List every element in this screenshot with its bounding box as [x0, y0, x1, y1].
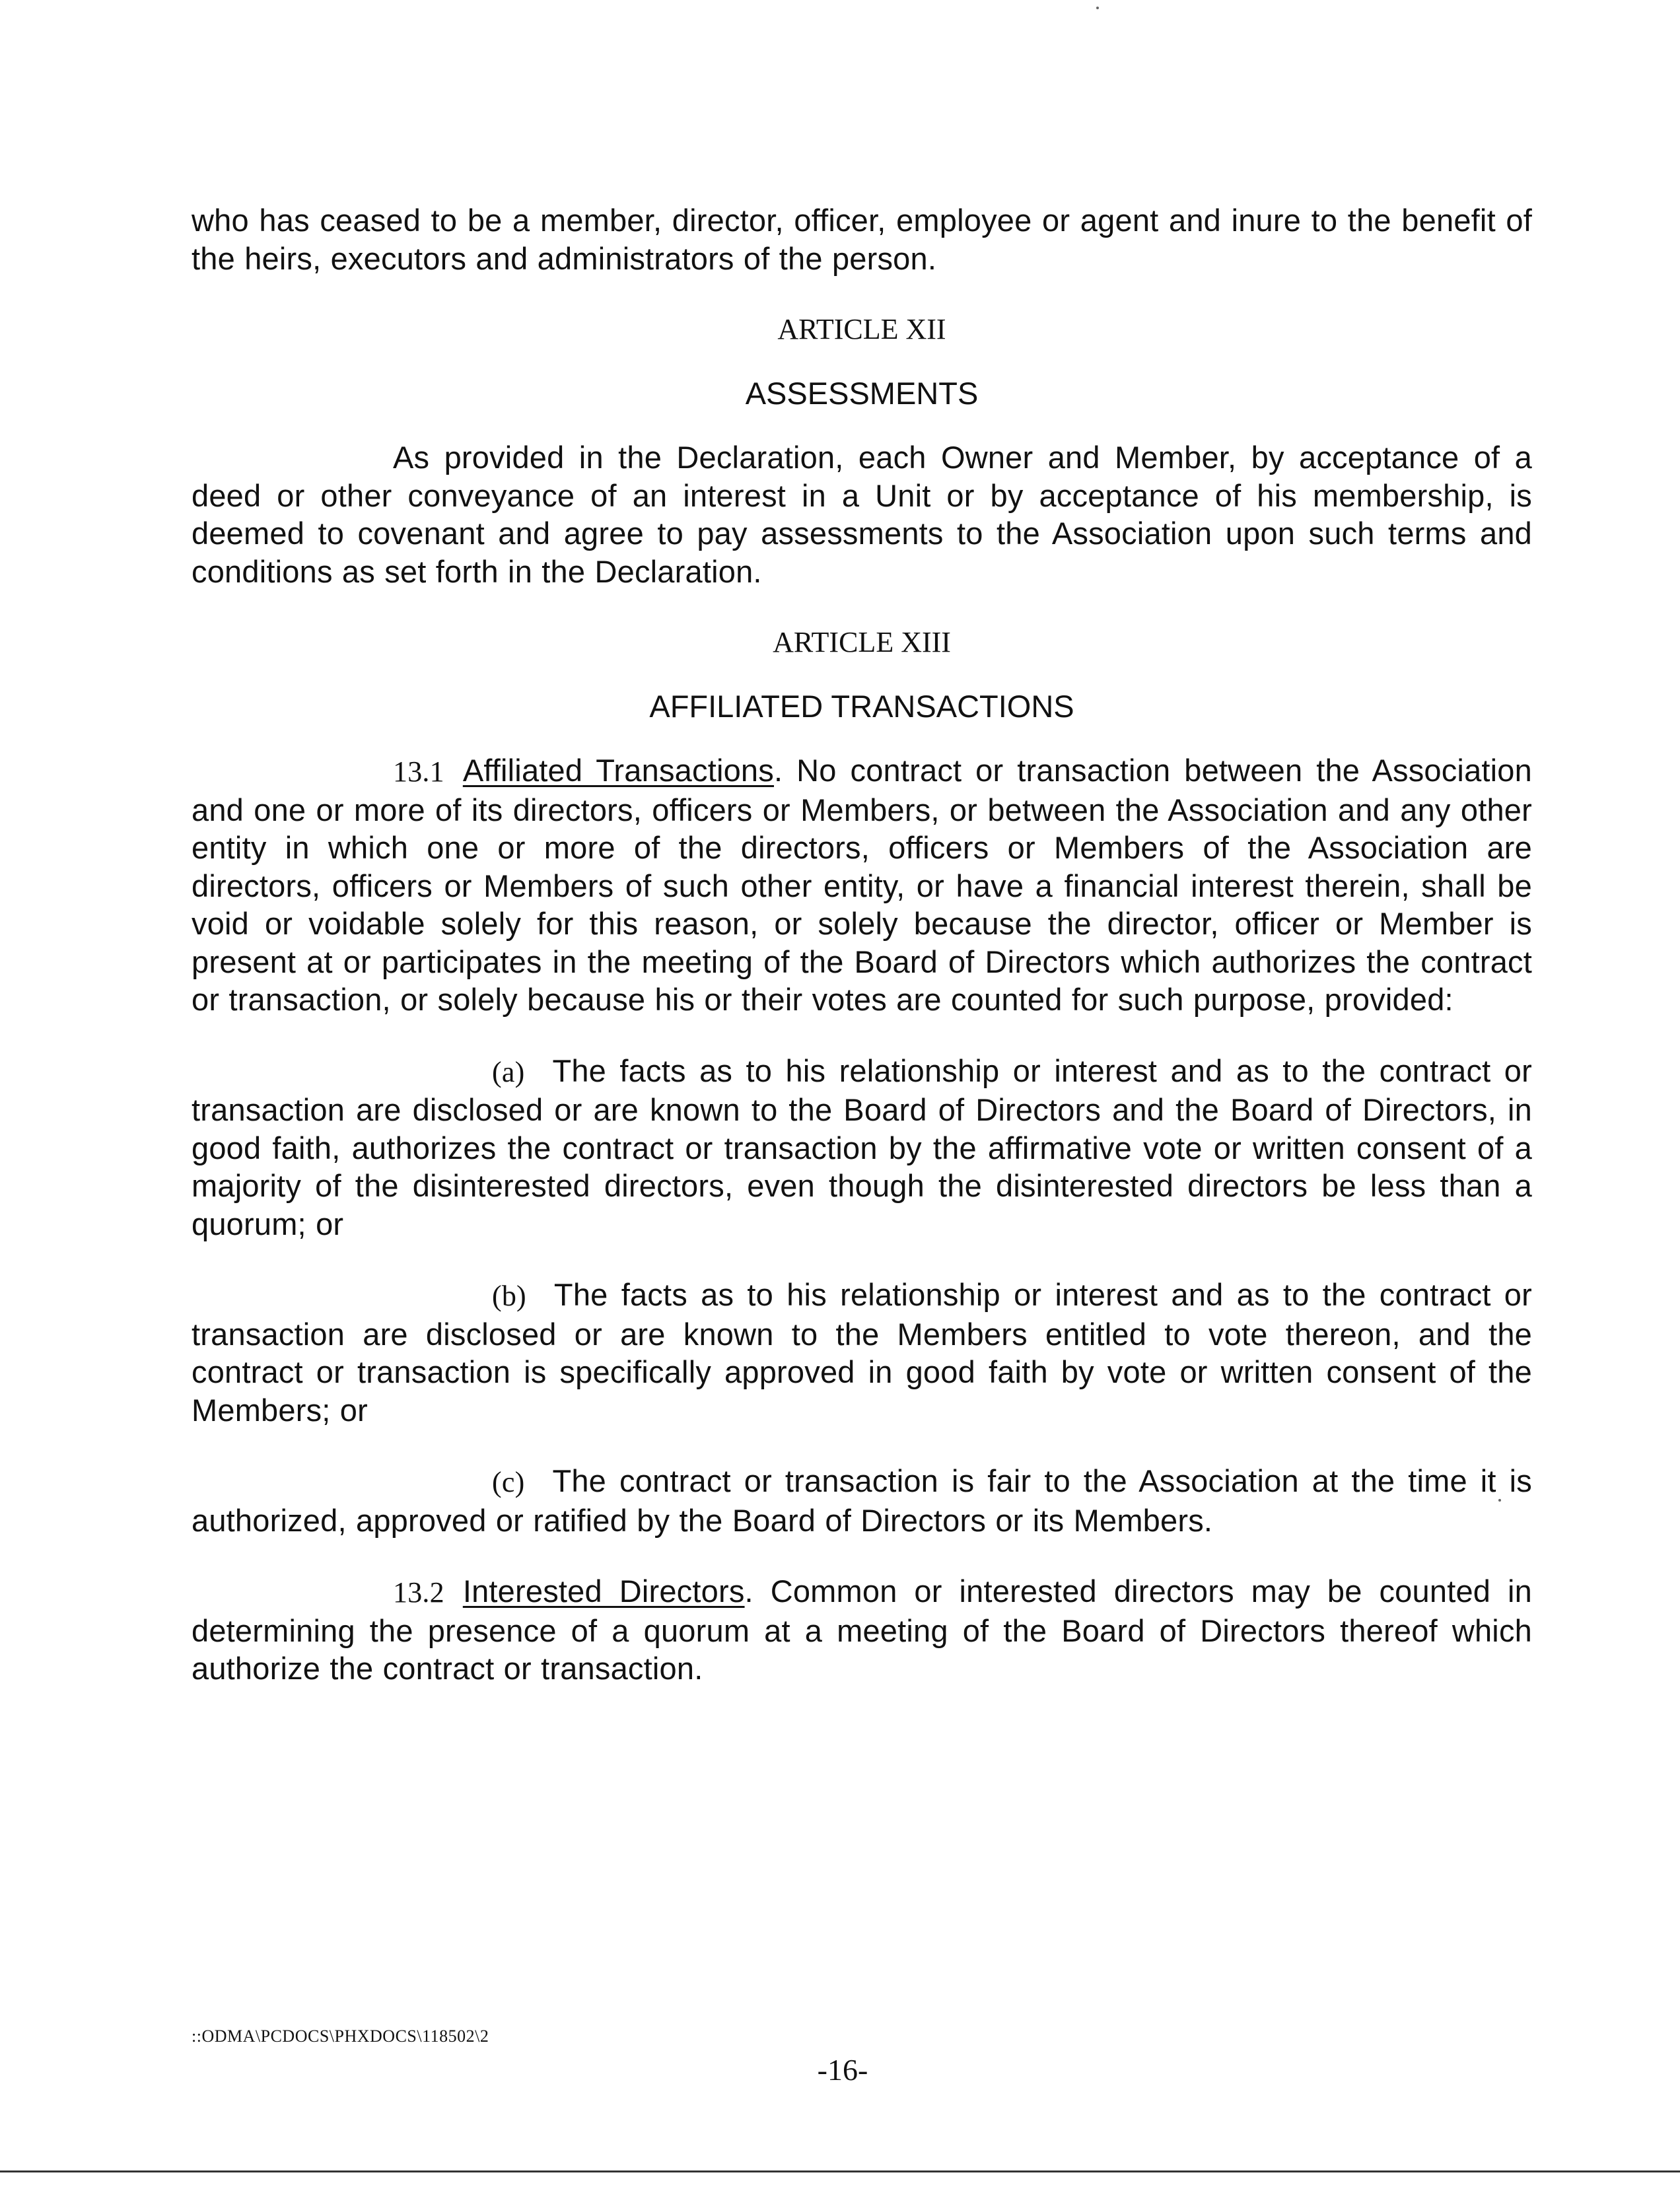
item-b-text: The facts as to his relationship or interest and as to the contract or transaction are disclosed or are known to the Members entitled to vote thereon, and the contract or transaction is specifically approved in good faith by vote or written consent of the Members; or [192, 1277, 1532, 1428]
section-13-2-number: 13.2 [393, 1576, 444, 1609]
item-b-marker: (b) [492, 1280, 526, 1312]
scan-speck [1096, 7, 1099, 9]
item-a-marker: (a) [492, 1055, 525, 1088]
article-12-label: ARTICLE XII [777, 313, 946, 345]
article-13-title: AFFILIATED TRANSACTIONS [649, 689, 1074, 724]
item-c [192, 1462, 1532, 1539]
document-path: ::ODMA\PCDOCS\PHXDOCS\118502\2 [192, 2027, 489, 2046]
item-a-text: The facts as to his relationship or interest and as to the contract or transaction are disclosed or are known to the Board of Directors and the Board of Directors, in good faith, authorizes the contract or transaction by the affirmative vote or written consent of a majority of the disinterested directors, even though the disinterested directors be less than a quorum; or [192, 1053, 1532, 1241]
section-13-1: 13.1 Affiliated Transactions. No contract or transaction between the Association and one or more of its directors, officers or Members, or between the Association and any other entity in which one or more of the directors, officers or Members of the Association are directors, officers or Members of such other entity, or have a financial interest therein, shall be void or voidable solely for this reason, or solely because the director, officer or Member is present at or participates in the meeting of the Board of Directors which authorizes the contract or transaction, or solely because his or their votes are counted for such purpose, provided: [192, 753, 1532, 1017]
item-a [192, 1052, 1532, 1243]
article-13-label: ARTICLE XIII [773, 626, 951, 658]
section-13-2-body: Common or interested directors may be counted in determining the presence of a quorum at a meeting of the Board of Directors thereof which authorize the contract or transaction. [192, 1574, 1532, 1686]
intro-paragraph: who has ceased to be a member, director, officer, employee or agent and inure to the benefit of the heirs, executors and administrators of the person. [192, 203, 1532, 276]
section-13-1-number: 13.1 [393, 755, 444, 788]
item-b [192, 1276, 1532, 1429]
item-c-marker: (c) [492, 1466, 525, 1498]
section-13-2: 13.2 Interested Directors. Common or interested directors may be counted in determining the presence of a quorum at a meeting of the Board of Directors thereof which authorize the contract or transaction. [192, 1574, 1532, 1686]
item-c-text: The contract or transaction is fair to the Association at the time it is authorized, approved or ratified by the Board of Directors or its Members. [192, 1463, 1532, 1538]
article-12-title: ASSESSMENTS [745, 376, 979, 411]
document-body [192, 201, 1532, 1688]
section-13-1-heading: Affiliated Transactions [462, 753, 774, 788]
section-13-2-heading: Interested Directors [462, 1574, 745, 1609]
page-number: -16- [817, 2053, 868, 2087]
article-12-body: As provided in the Declaration, each Owner and Member, by acceptance of a deed or other conveyance of an interest in a Unit or by acceptance of his membership, is deemed to covenant and agree to pay assessments to the Association upon such terms and conditions as set forth in the Declaration. [192, 440, 1532, 589]
section-13-1-body: No contract or transaction between the Association and one or more of its directors, officers or Members, or between the Association and any other entity in which one or more of the directors, officers or Members of the Association are directors, officers or Members of such other entity, or have a financial interest therein, shall be void or voidable solely for this reason, or solely because the director, officer or Member is present at or participates in the meeting of the Board of Directors which authorizes the contract or transaction, or solely because his or their votes are counted for such purpose, provided: [192, 753, 1532, 1017]
bottom-rule [0, 2170, 1680, 2172]
